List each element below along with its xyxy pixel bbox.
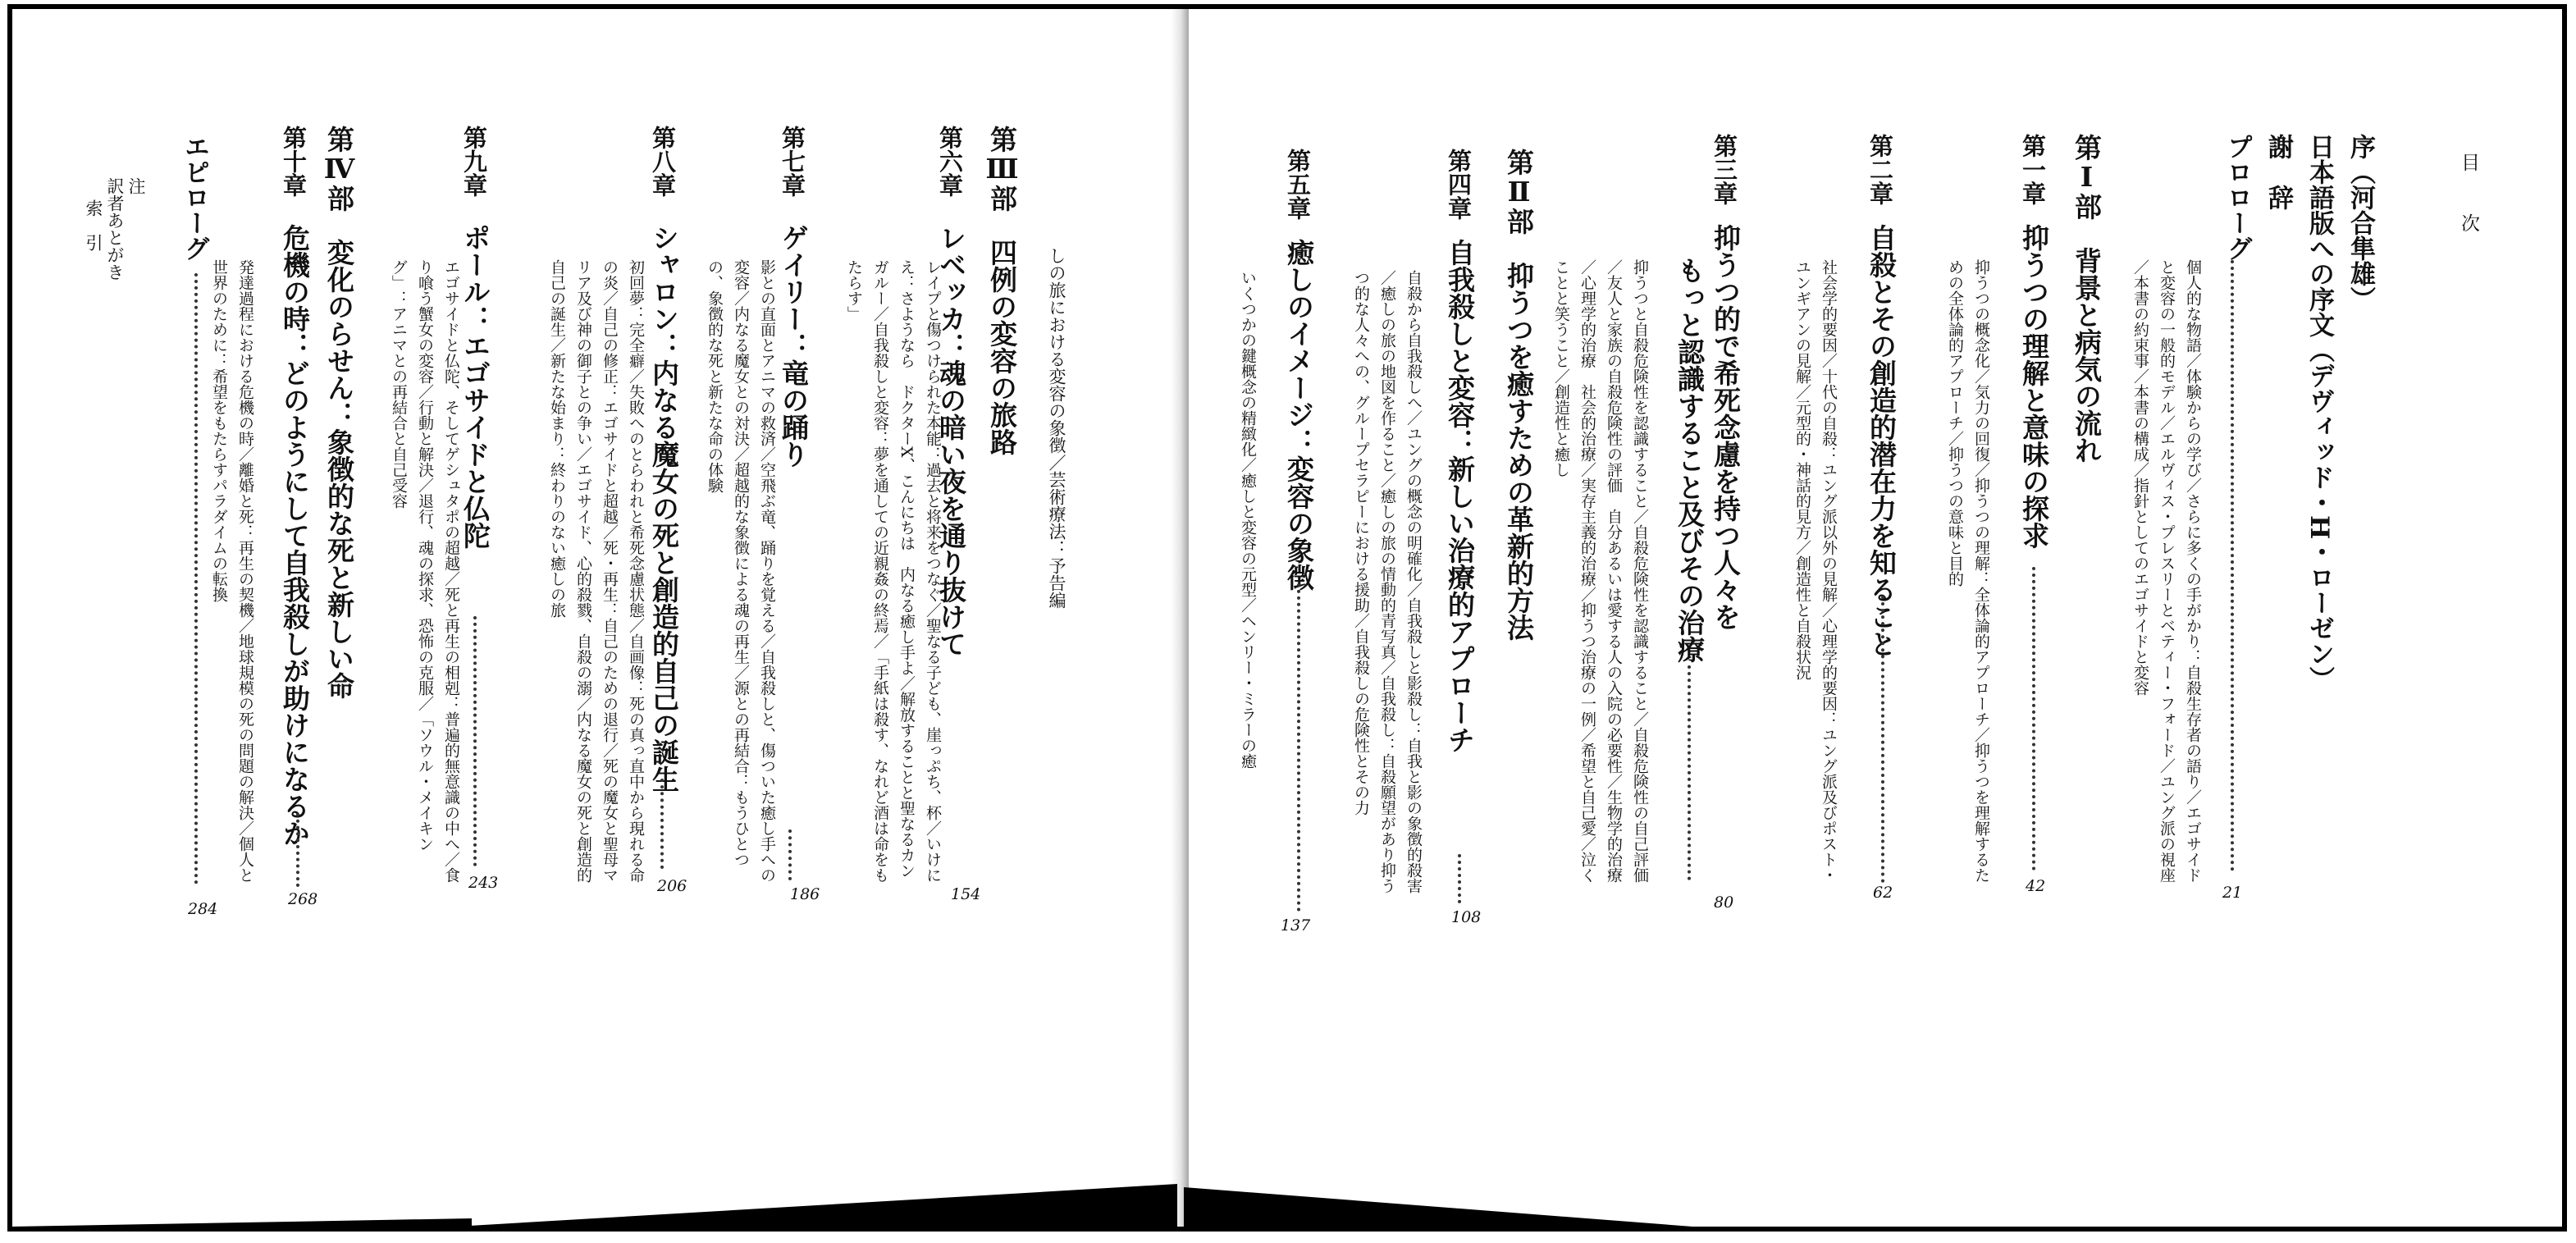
ch7-title: ゲイリー：竜の踊り: [778, 224, 810, 468]
ch9-title: ポール：エゴサイドと仏陀: [459, 224, 491, 549]
ch10-label: 第十章: [280, 126, 308, 197]
ch3-title-line2: もっと認識すること及びその治療: [1674, 257, 1706, 663]
prologue-leader: [2231, 260, 2234, 871]
ch7-desc: 影との直面とアニマの救済／空飛ぶ竜、踊りを覚える／自我殺しと、傷ついた癒し手への変容／内なる魔女との対決／超越的な象徴による魂の再生／源との再結合：もうひとつの、象徴的な死と新たな命の体験: [706, 259, 776, 883]
ch9-label: 第九章: [460, 126, 488, 197]
ch1-page: 42: [2026, 877, 2046, 895]
prologue-desc: 個人的な物語／体験からの学び／さらに多くの手がかり：自殺生存者の語り／エゴサイドと変容の一般的モデル／エルヴィス・プレスリーとベティー・フォード／ユング派の視座／本書の約束事／本書の構成／指針としてのエゴサイドと変容: [2131, 259, 2202, 883]
ch9-leader: [473, 616, 477, 866]
left-page: [12, 9, 1184, 1227]
art-therapy-note: しの旅における変容の象徴／芸術療法：予告編: [1047, 247, 1066, 609]
ch7-label: 第七章: [779, 126, 806, 197]
ch5-title: 癒しのイメージ：変容の象徴: [1283, 239, 1315, 591]
ch3-desc: 抑うつと自殺危険性を認識すること／自殺危険性を認識すること／自殺危険性の自己評価／友人と家族の自殺危険性の評価 自分あるいは愛する人の入院の必要性／生物学的治療／心理学的治療 社会的治療／実存主義的治療／抑うつ治療の一例／希望と自己愛／泣くことと笑うこと／創造性と癒し: [1552, 259, 1649, 883]
jo-entry: 序（河合隼雄）: [2345, 134, 2375, 312]
ch4-title: 自我殺しと変容：新しい治療的アプローチ: [1444, 239, 1476, 753]
ch8-page: 206: [657, 877, 687, 895]
ch9-page: 243: [468, 874, 499, 892]
foreword-entry: 日本語版への序文（デヴィッド・H・ローゼン）: [2304, 134, 2334, 692]
ch8-leader: [660, 779, 664, 869]
ch1-leader: [2032, 567, 2035, 871]
ch2-label: 第二章: [1866, 134, 1894, 205]
index-entry: 索 引: [84, 199, 103, 251]
prologue-title: プロローグ: [2222, 134, 2252, 261]
ch3-label: 第三章: [1710, 134, 1738, 205]
toc-heading: 目 次: [2458, 153, 2479, 244]
ch1-title: 抑うつの理解と意味の探求: [2018, 224, 2050, 549]
ch7-page: 186: [790, 885, 820, 903]
ch6-desc: レイプと傷つけられた本能：過去と将来をつなぐ／聖なる子ども、崖っぷち、杯／いけにえ：さようなら ドクターX、こんにちは 内なる癒し手よ／解放することと聖なるカンガルー／自我殺しと変容：夢を通しての近親姦の終焉／「手紙は殺す、なれど酒は命をもたらす」: [845, 259, 942, 883]
ch3-leader: [1688, 665, 1691, 880]
part1-heading: 第Ⅰ部 背景と病気の流れ: [2071, 134, 2103, 464]
ch10-leader: [296, 813, 299, 887]
ch8-desc: 初回夢：完全癖／失敗へのとらわれと希死念慮状態／自画像：死の真っ直中から現れる命の炎／自己の修正：エゴサイドと超越／死・再生：自己のための退行／死の魔女と聖母マリア及び神の御子との争い／エゴサイド、心的殺戮、自殺の溺／内なる魔女の死と創造的自己の誕生／新たな始まり：終わりのない癒しの旅: [548, 259, 645, 883]
ch7-leader: [788, 829, 792, 880]
prologue-page: 21: [2222, 884, 2243, 902]
ch5-leader: [1297, 583, 1300, 912]
ch10-page: 268: [288, 890, 318, 908]
thanks-entry: 謝 辞: [2263, 134, 2293, 210]
ch6-page: 154: [951, 885, 981, 903]
ch4-page: 108: [1451, 908, 1482, 926]
right-page: [1184, 9, 2562, 1227]
ch1-desc: 抑うつの概念化／気力の回復／抑うつの理解：全体論的アプローチ／抑うつを理解するための全体論的アプローチ／抑うつの意味と目的: [1946, 259, 1990, 883]
part3-heading: 第Ⅲ部 四例の変容の旅路: [986, 126, 1018, 455]
notes-entry: 注: [126, 177, 146, 194]
ch10-title: 危機の時：どのようにして自我殺しが助けになるか: [279, 224, 311, 847]
ch2-page: 62: [1873, 884, 1893, 902]
epilogue-page: 284: [188, 900, 218, 918]
epilogue-leader: [194, 273, 198, 884]
ch1-label: 第一章: [2019, 134, 2047, 205]
ch5-label: 第五章: [1284, 149, 1312, 220]
ch5-desc: いくつかの鍵概念の精緻化／癒しと変容の元型／ヘンリー・ミラーの癒: [1239, 270, 1257, 769]
book-gutter: [1171, 9, 1189, 1227]
ch2-leader: [1881, 596, 1884, 883]
ch6-label: 第六章: [936, 126, 964, 197]
ch8-title: シャロン：内なる魔女の死と創造的自己の誕生: [648, 224, 680, 793]
ch4-leader: [1458, 854, 1461, 903]
ch4-label: 第四章: [1445, 149, 1473, 220]
ch4-desc: 自殺から自我殺しへ／ユングの概念の明確化／自我殺しと影殺し：自我と影の象徴的殺害／癒しの旅の地図を作ること／癒しの旅の情動的青写真／自我殺し：自殺願望があり抑うつ的な人々への、グループセラピーにおける援助／自我殺しの危険性とその力: [1352, 270, 1423, 893]
ch10-desc: 発達過程における危機の時／離婚と死：再生の契機／地球規模の死の問題の解決／個人と世界のために：希望をもたらすパラダイムの転換: [210, 259, 254, 883]
ch6-title: レベッカ：魂の暗い夜を通り抜けて: [935, 224, 967, 657]
book-scan: [7, 4, 2567, 1232]
ch2-desc: 社会学的要因／十代の自殺：ユング派以外の見解／心理学的要因：ユング派及びポスト・ユンギアンの見解／元型的・神話的見方／創造性と自殺状況: [1793, 259, 1838, 883]
afterword-entry: 訳者あとがき: [105, 177, 125, 281]
ch3-page: 80: [1714, 893, 1734, 912]
part4-heading: 第Ⅳ部 変化のらせん：象徴的な死と新しい命: [323, 126, 355, 699]
ch8-label: 第八章: [649, 126, 677, 197]
epilogue-title: エピローグ: [180, 134, 209, 261]
ch2-title: 自殺とその創造的潜在力を知ること: [1866, 224, 1898, 657]
ch9-desc: エゴサイドと仏陀、そしてゲシュタポの超越／死と再生の相剋：普遍的無意識の中へ／食り喰う蟹女の変容／行動と解決／退行、魂の探求、恐怖の克服／「ソウル・メイキング」：アニマとの再結合と自己受容: [390, 259, 460, 883]
ch5-page: 137: [1281, 916, 1311, 935]
part2-heading: 第Ⅱ部 抑うつを癒すための革新的方法: [1503, 149, 1535, 641]
ch3-title: 抑うつ的で希死念慮を持つ人々を: [1710, 224, 1742, 630]
